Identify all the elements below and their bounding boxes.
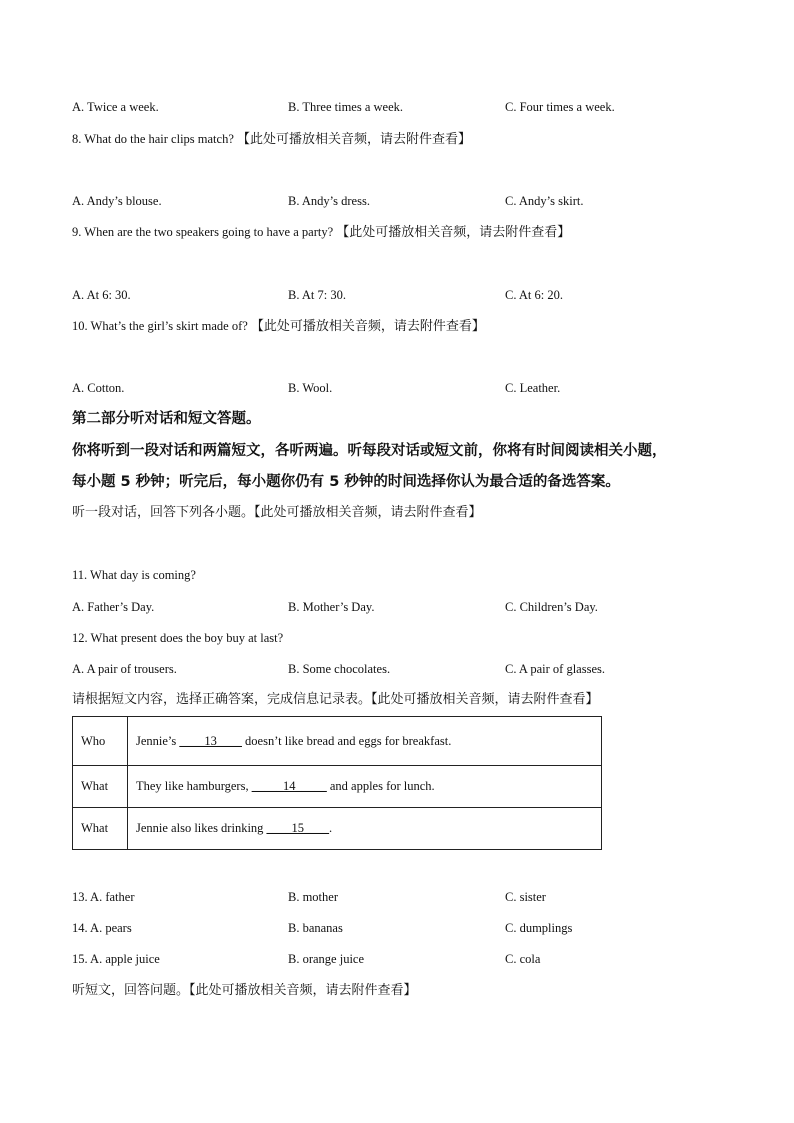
q10-option-a[interactable]: A. Cotton. [72,381,125,395]
q9-audio-link[interactable]: 【此处可播放相关音频，请去附件查看】 [336,225,571,240]
q14-option-b[interactable]: B. bananas [288,921,343,935]
q7-option-b[interactable]: B. Three times a week. [288,100,404,114]
blank-13[interactable]: ____13____ [179,733,242,748]
table-value-cell [128,717,602,766]
q13-option-b[interactable]: B. mother [288,890,338,904]
info-record-table [72,716,602,850]
q15-option-a[interactable]: 15. A. apple juice [72,952,160,966]
part2-title: 第二部分听对话和短文答题。 [72,411,261,427]
q10-question: 10. What’s the girl’s skirt made of? [72,319,251,333]
q9-question: 9. When are the two speakers going to have a party? [72,225,337,239]
blank-15[interactable]: ____15____ [266,821,330,835]
q11-stem: 11. What day is coming? [72,568,196,582]
table-row [73,717,602,766]
q8-option-a[interactable]: A. Andy’s blouse. [72,194,162,208]
q14-option-a[interactable]: 14. A. pears [72,921,132,935]
q10-stem [72,318,485,335]
q11-option-c[interactable]: C. Children’s Day. [505,600,598,614]
q8-option-b[interactable]: B. Andy’s dress. [288,194,370,208]
q11-option-b[interactable]: B. Mother’s Day. [288,600,375,614]
q14-option-c[interactable]: C. dumplings [505,921,573,935]
part2-instructions-line2: 每小题 5 秒钟；听完后，每小题你仍有 5 秒钟的时间选择你认为最合适的备选答案。 [72,474,620,490]
table-value-cell [128,808,602,850]
q7-option-c[interactable]: C. Four times a week. [505,100,615,114]
q10-option-c[interactable]: C. Leather. [505,381,561,395]
q13-option-c[interactable]: C. sister [505,890,546,904]
q11-option-a[interactable]: A. Father’s Day. [72,600,155,614]
row2-pre: They like hamburgers, [136,779,252,793]
q13-options [72,889,722,905]
q15-option-b[interactable]: B. orange juice [288,952,365,966]
q12-option-c[interactable]: C. A pair of glasses. [505,662,605,676]
q15-options [72,951,722,967]
q9-option-b[interactable]: B. At 7: 30. [288,288,346,302]
q9-stem [72,224,570,241]
q12-option-b[interactable]: B. Some chocolates. [288,662,391,676]
q8-options [72,193,722,209]
dialogue-prompt[interactable]: 听一段对话，回答下列各小题。【此处可播放相关音频，请去附件查看】 [72,505,482,520]
table-prompt[interactable]: 请根据短文内容，选择正确答案，完成信息记录表。【此处可播放相关音频，请去附件查看】 [72,692,599,707]
q14-options [72,920,722,936]
q8-option-c[interactable]: C. Andy’s skirt. [505,194,584,208]
q8-audio-link[interactable]: 【此处可播放相关音频，请去附件查看】 [237,132,472,147]
q10-options [72,380,722,396]
q8-question: 8. What do the hair clips match? [72,132,237,146]
q11-options [72,599,722,615]
row2-post: and apples for lunch. [326,779,435,793]
q9-option-a[interactable]: A. At 6: 30. [72,288,131,302]
q12-stem: 12. What present does the boy buy at last? [72,631,284,645]
row3-post: . [329,821,333,835]
passage-prompt[interactable]: 听短文，回答问题。【此处可播放相关音频，请去附件查看】 [72,983,417,998]
q7-options [72,99,722,115]
q7-option-a[interactable]: A. Twice a week. [72,100,159,114]
table-key-cell: What [73,808,128,850]
blank-14[interactable]: _____14_____ [251,779,327,793]
part2-instructions-line1: 你将听到一段对话和两篇短文，各听两遍。听每段对话或短文前，你将有时间阅读相关小题， [72,443,667,459]
q10-audio-link[interactable]: 【此处可播放相关音频，请去附件查看】 [250,319,485,334]
table-row [73,808,602,850]
table-key-cell: Who [73,717,128,766]
q12-option-a[interactable]: A. A pair of trousers. [72,662,177,676]
row3-pre: Jennie also likes drinking [136,821,267,835]
q15-option-c[interactable]: C. cola [505,952,541,966]
q9-options [72,287,722,303]
q12-options [72,661,722,677]
table-row [73,766,602,808]
q13-option-a[interactable]: 13. A. father [72,890,135,904]
q8-stem [72,131,471,148]
q9-option-c[interactable]: C. At 6: 20. [505,288,563,302]
row1-pre: Jennie’s [136,733,180,748]
table-value-cell [128,766,602,808]
table-key-cell: What [73,766,128,808]
q10-option-b[interactable]: B. Wool. [288,381,333,395]
row1-post: doesn’t like bread and eggs for breakfast. [241,733,452,748]
